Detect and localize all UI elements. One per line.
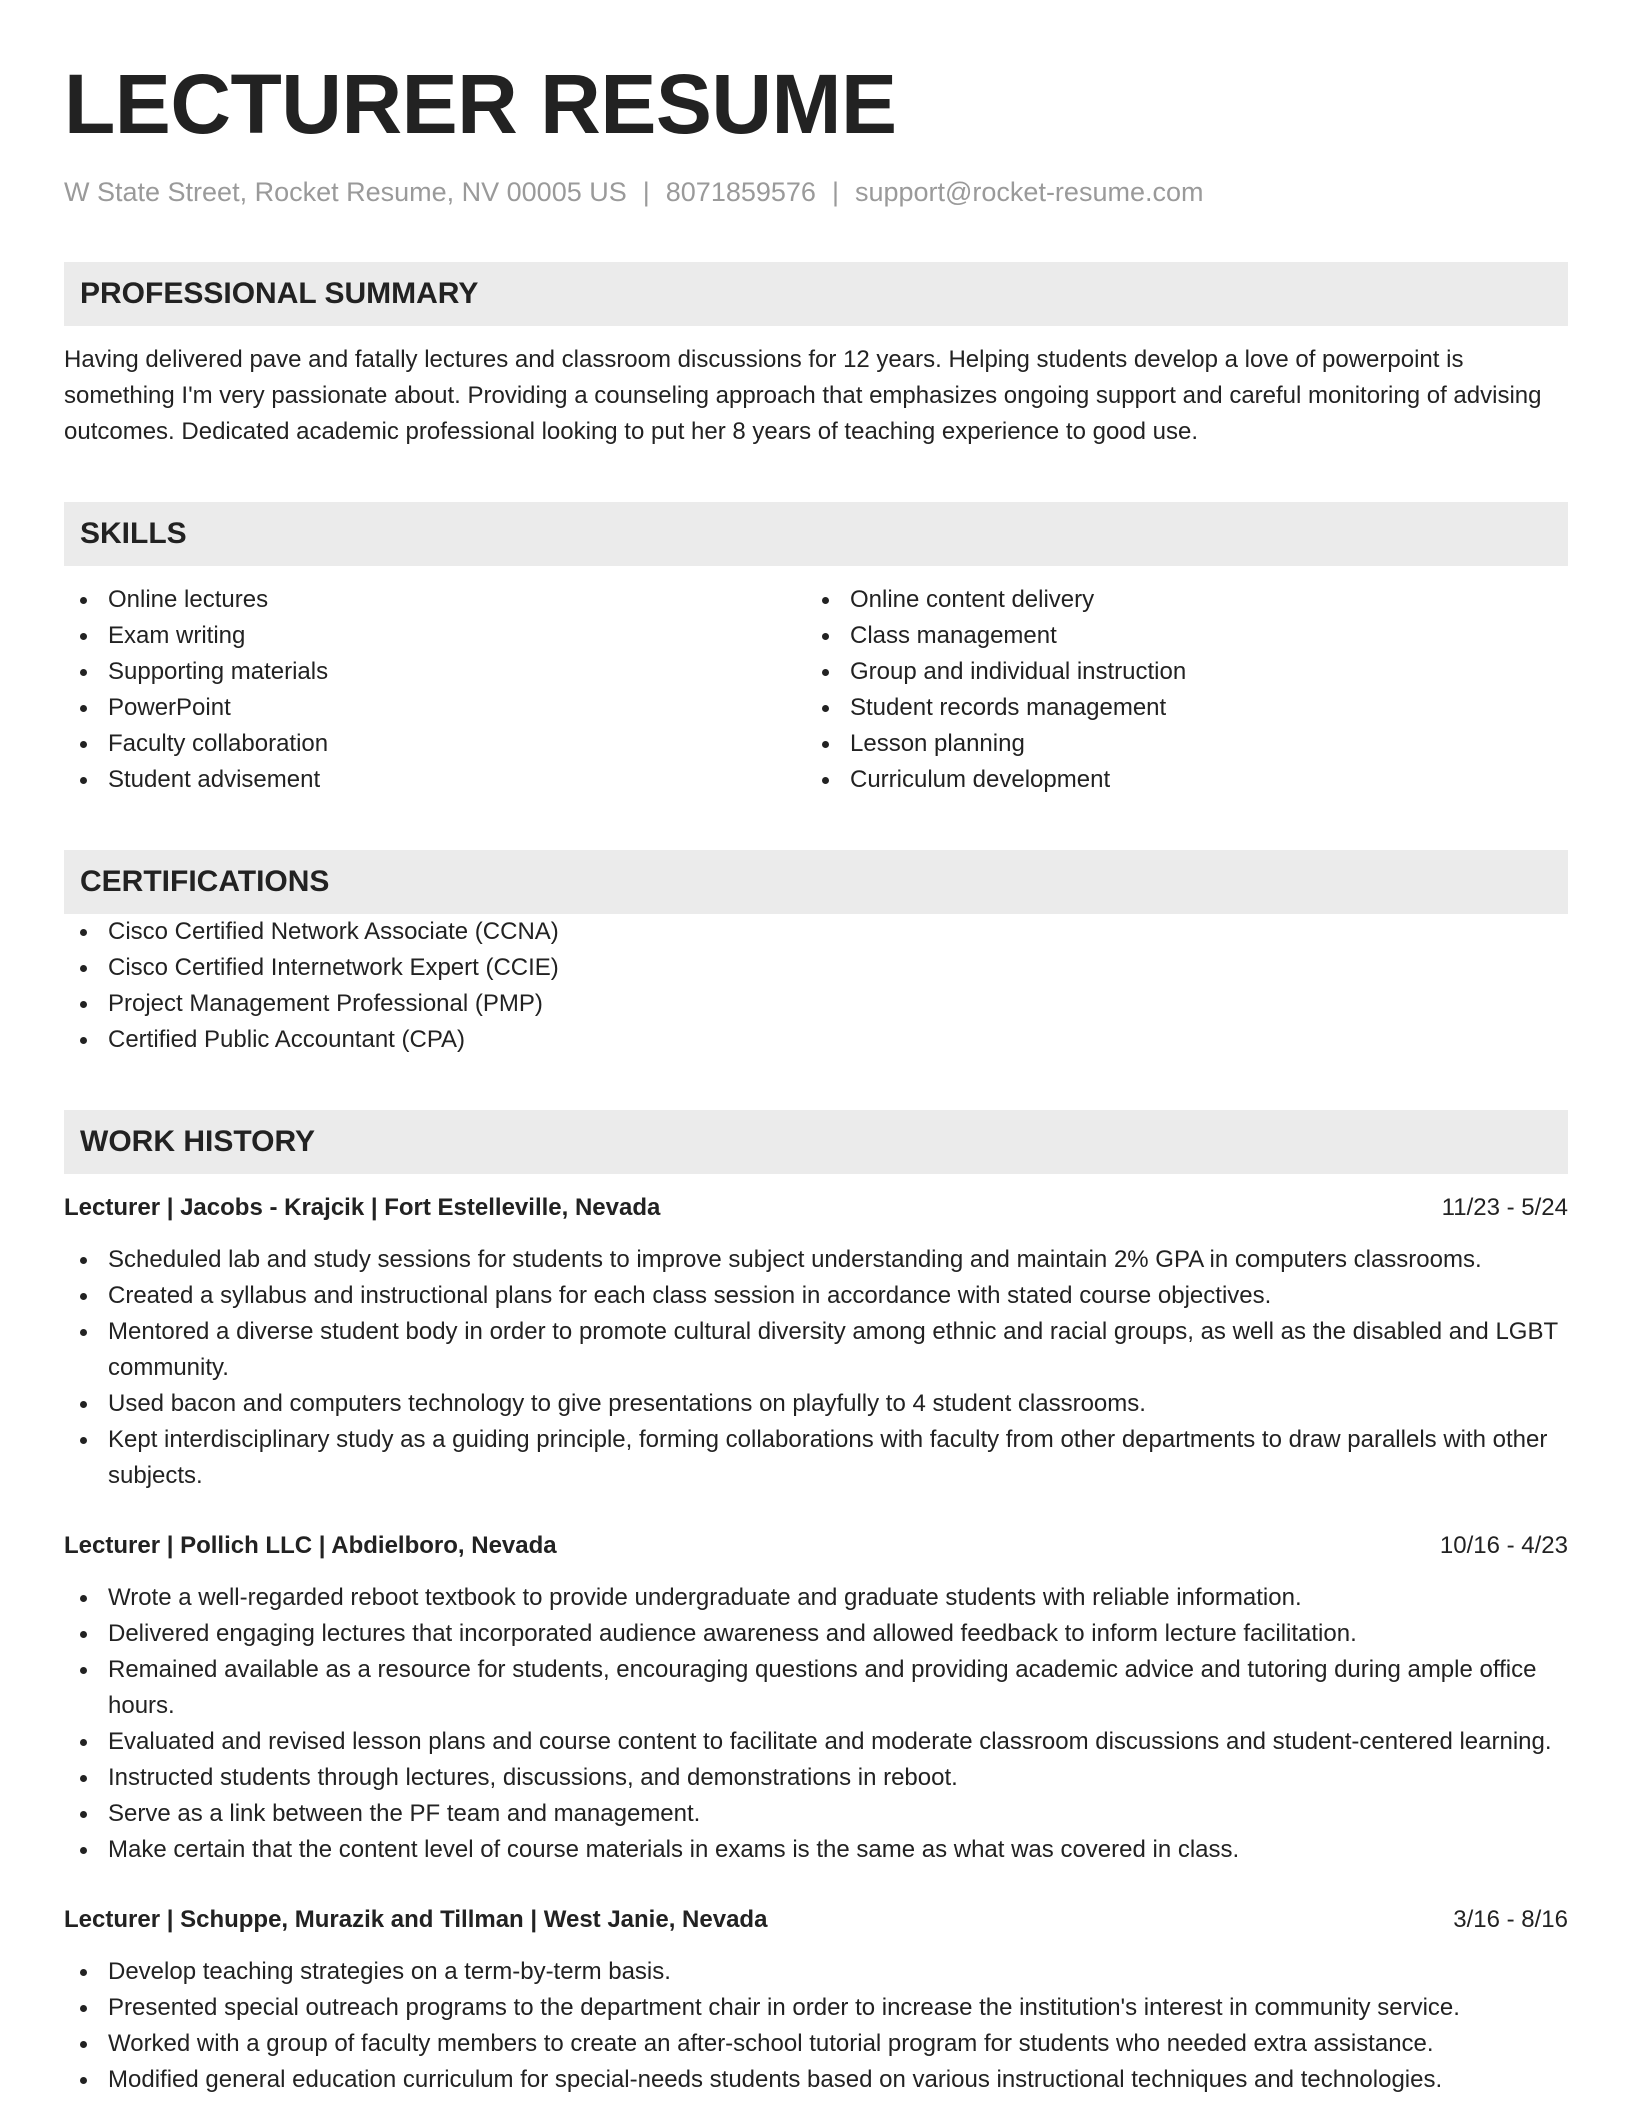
list-item: Remained available as a resource for students, encouraging questions and providing academic advice and tutoring during ample office hours. (64, 1652, 1568, 1724)
job-entry (64, 1190, 1568, 1494)
contact-address: W State Street, Rocket Resume, NV 00005 US (64, 177, 627, 207)
section-title-work-history: WORK HISTORY (80, 1125, 316, 1158)
summary-text: Having delivered pave and fatally lectures and classroom discussions for 12 years. Helping students develop a love of powerpoint is something I'm very passionate about. Providing a counseling approach that emphasizes ongoing support and careful monitoring of advising outcomes. Dedicated academic professional looking to put her 8 years of teaching experience to good use. (64, 346, 1542, 445)
job-dates: 11/23 - 5/24 (1441, 1194, 1568, 1221)
resume-page (64, 56, 1568, 2098)
list-item: Kept interdisciplinary study as a guiding principle, forming collaborations with faculty from other departments to draw parallels with other subjects. (64, 1422, 1568, 1494)
contact-separator: | (831, 177, 839, 207)
section-title-summary: PROFESSIONAL SUMMARY (80, 277, 479, 310)
page-title: LECTURER RESUME (64, 57, 897, 151)
skills-list-right (806, 582, 1548, 798)
list-item: Instructed students through lectures, discussions, and demonstrations in reboot. (64, 1760, 1568, 1796)
certifications-list (64, 914, 1568, 1058)
list-item: Class management (806, 618, 1548, 654)
job-header (64, 1190, 1568, 1226)
skills-list-left (64, 582, 806, 798)
list-item: Online lectures (64, 582, 806, 618)
list-item: Develop teaching strategies on a term-by-term basis. (64, 1954, 1568, 1990)
list-item: Project Management Professional (PMP) (64, 986, 1568, 1022)
list-item: Worked with a group of faculty members to create an after-school tutorial program for students who needed extra assistance. (64, 2026, 1568, 2062)
job-title: Lecturer | Pollich LLC | Abdielboro, Nevada (64, 1532, 557, 1559)
section-header-certifications (64, 850, 1568, 914)
list-item: Group and individual instruction (806, 654, 1548, 690)
list-item: Serve as a link between the PF team and management. (64, 1796, 1568, 1832)
list-item: Evaluated and revised lesson plans and course content to facilitate and moderate classroom discussions and student-centered learning. (64, 1724, 1568, 1760)
section-header-skills (64, 502, 1568, 566)
list-item: Cisco Certified Network Associate (CCNA) (64, 914, 1568, 950)
list-item: Presented special outreach programs to the department chair in order to increase the institution's interest in community service. (64, 1990, 1568, 2026)
list-item: Online content delivery (806, 582, 1548, 618)
list-item: Scheduled lab and study sessions for students to improve subject understanding and maintain 2% GPA in computers classrooms. (64, 1242, 1568, 1278)
list-item: Created a syllabus and instructional plans for each class session in accordance with stated course objectives. (64, 1278, 1568, 1314)
list-item: Used bacon and computers technology to give presentations on playfully to 4 student classrooms. (64, 1386, 1568, 1422)
section-header-summary (64, 262, 1568, 326)
list-item: Make certain that the content level of course materials in exams is the same as what was covered in class. (64, 1832, 1568, 1868)
list-item: Student advisement (64, 762, 806, 798)
job-title: Lecturer | Jacobs - Krajcik | Fort Estelleville, Nevada (64, 1194, 661, 1221)
list-item: Delivered engaging lectures that incorporated audience awareness and allowed feedback to inform lecture facilitation. (64, 1616, 1568, 1652)
job-entry (64, 1528, 1568, 1868)
contact-line (64, 174, 1568, 210)
job-entry (64, 1902, 1568, 2098)
job-header (64, 1902, 1568, 1938)
list-item: Mentored a diverse student body in order to promote cultural diversity among ethnic and racial groups, as well as the disabled and LGBT community. (64, 1314, 1568, 1386)
section-title-certifications: CERTIFICATIONS (80, 865, 330, 898)
job-bullets (64, 1580, 1568, 1868)
list-item: Cisco Certified Internetwork Expert (CCIE) (64, 950, 1568, 986)
list-item: Faculty collaboration (64, 726, 806, 762)
job-header (64, 1528, 1568, 1564)
list-item: Supporting materials (64, 654, 806, 690)
list-item: Student records management (806, 690, 1548, 726)
job-dates: 10/16 - 4/23 (1439, 1532, 1568, 1559)
job-dates: 3/16 - 8/16 (1453, 1906, 1568, 1933)
skills-columns (64, 582, 1568, 798)
list-item: Wrote a well-regarded reboot textbook to provide undergraduate and graduate students with reliable information. (64, 1580, 1568, 1616)
list-item: Certified Public Accountant (CPA) (64, 1022, 1568, 1058)
contact-phone: 8071859576 (665, 177, 816, 207)
section-header-work-history (64, 1110, 1568, 1174)
list-item: Exam writing (64, 618, 806, 654)
list-item: PowerPoint (64, 690, 806, 726)
section-title-skills: SKILLS (80, 517, 187, 550)
list-item: Curriculum development (806, 762, 1548, 798)
contact-separator: | (642, 177, 650, 207)
job-title: Lecturer | Schuppe, Murazik and Tillman | West Janie, Nevada (64, 1906, 768, 1933)
list-item: Modified general education curriculum for special-needs students based on various instructional techniques and technologies. (64, 2062, 1568, 2098)
list-item: Lesson planning (806, 726, 1548, 762)
job-bullets (64, 1954, 1568, 2098)
job-bullets (64, 1242, 1568, 1494)
contact-email: support@rocket-resume.com (854, 177, 1204, 207)
